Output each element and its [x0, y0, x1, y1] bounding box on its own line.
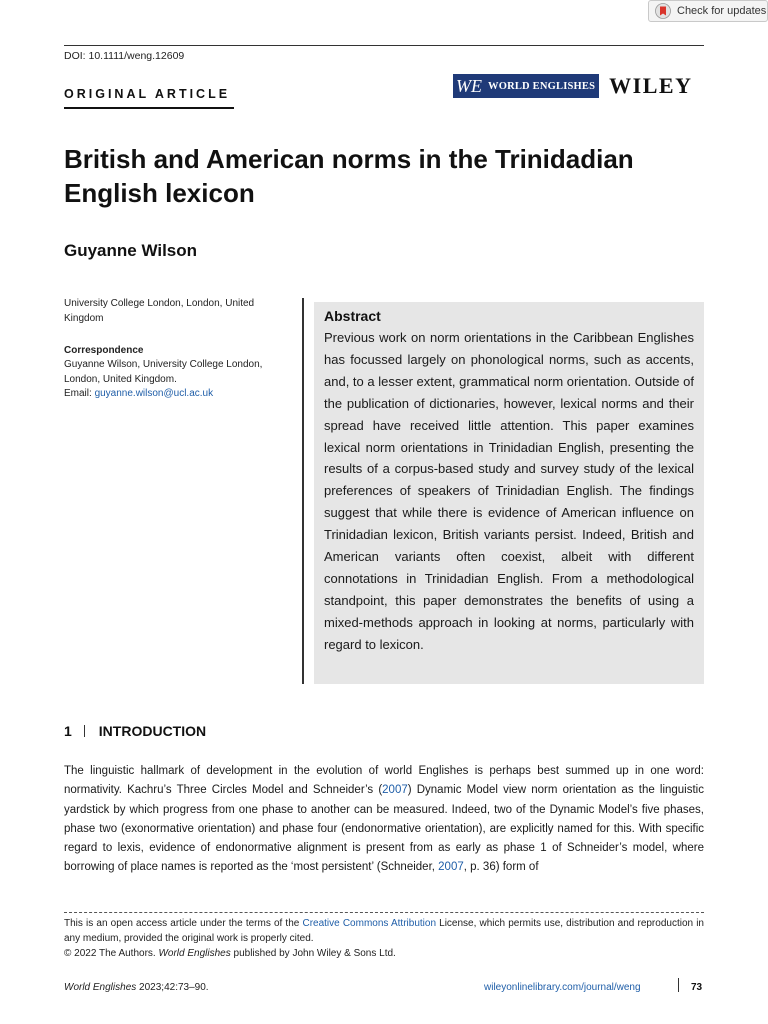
publisher-logo: WILEY: [609, 73, 693, 98]
copyright-journal: World Englishes: [158, 948, 231, 959]
journal-branding: [453, 74, 692, 98]
footer-citation: [64, 982, 209, 993]
copyright-text: © 2022 The Authors.: [64, 948, 159, 959]
footnote-rule: [64, 912, 704, 913]
license-text: This is an open access article under the terms of the: [64, 918, 303, 929]
body-text-segment: The linguistic hallmark of development in the evolution of world Englishes is perhaps best summed up in one word: normativity. Kachru’s Three Circles Model and Schneider’s (: [64, 765, 704, 797]
license-notice: [64, 916, 704, 946]
column-divider: [302, 298, 304, 684]
journal-url-link[interactable]: wileyonlinelibrary.com/journal/weng: [484, 982, 641, 993]
abstract-text: Previous work on norm orientations in the Caribbean Englishes has focussed largely on phonological norms, such as accents, and, to a lesser extent, grammatical norm orientation. Outside of the publication of dictionaries, however, lexical norms and their spread have received little attention. This paper examines lexical norm orientations in Trinidadian English, presenting the results of a corpus-based study and survey study of the lexical preferences of speakers of Trinidadian English. The findings suggest that while there is evidence of American influence on Trinidadian lexicon, British variants persist. Indeed, British and American variants often coexist, albeit with different connotations in Trinidadian English. From a methodological standpoint, this paper demonstrates the benefits of using a mixed-methods approach in looking at norms, particularly with regard to lexicon.: [324, 330, 694, 652]
abstract-heading: Abstract: [324, 308, 381, 324]
header-rule: [64, 45, 704, 46]
section-title: INTRODUCTION: [98, 723, 207, 739]
journal-logo: [453, 74, 599, 98]
correspondence-heading: Correspondence: [64, 345, 144, 356]
article-title: British and American norms in the Trinidadian English lexicon: [64, 144, 634, 208]
citation-link[interactable]: 2007: [438, 861, 464, 874]
article-type: ORIGINAL ARTICLE: [64, 87, 231, 101]
license-text: License, which permits use, distribution and reproduction in any medium, provided the original work is properly cited.: [64, 918, 704, 944]
copyright-text: published by John Wiley & Sons Ltd.: [230, 948, 396, 959]
copyright-notice: [64, 946, 704, 961]
journal-name: WORLD ENGLISHES: [488, 80, 596, 92]
author-name: Guyanne Wilson: [64, 241, 198, 260]
check-updates-icon: [655, 3, 671, 19]
affiliation: University College London, London, United Kingdom: [64, 298, 255, 324]
citation-link[interactable]: 2007: [382, 784, 408, 797]
doi: DOI: 10.1111/weng.12609: [64, 50, 185, 62]
body-text-segment: ) Dynamic Model view norm orientation as the linguistic yardstick by which progress from one phase to another can be measured. Indeed, two of the Dynamic Model’s five phases, phase two (exonormative orientation) and phase four (endonormative orientation), are explicitly named for this. With specific regard to lexis, evidence of endonormative alignment is present from as early as phase 1 of Schneider’s model, where borrowing of place names is reported as the ‘most persistent’ (Schneider,: [64, 784, 704, 874]
footer-divider: [678, 978, 679, 992]
footer-journal: World Englishes: [64, 982, 137, 993]
footer-volume: 2023;42:73–90.: [136, 982, 209, 993]
section-divider: [84, 725, 85, 737]
license-link[interactable]: Creative Commons Attribution: [302, 918, 437, 929]
article-type-rule: [64, 107, 234, 109]
email-label: Email:: [64, 388, 95, 399]
check-for-updates-button[interactable]: [648, 0, 768, 22]
check-updates-label: Check for updates: [677, 5, 767, 17]
journal-monogram: WE: [456, 75, 482, 96]
body-text-segment: , p. 36) form of: [463, 861, 539, 874]
body-paragraph: [64, 762, 704, 878]
correspondence-text: Guyanne Wilson, University College London, London, United Kingdom.: [64, 359, 263, 385]
section-number: 1: [64, 723, 72, 739]
email-link[interactable]: guyanne.wilson@ucl.ac.uk: [94, 388, 214, 399]
page-number: 73: [691, 982, 703, 993]
correspondence-email-line: [64, 388, 213, 399]
abstract-box: [314, 302, 704, 684]
section-heading: [64, 723, 206, 739]
